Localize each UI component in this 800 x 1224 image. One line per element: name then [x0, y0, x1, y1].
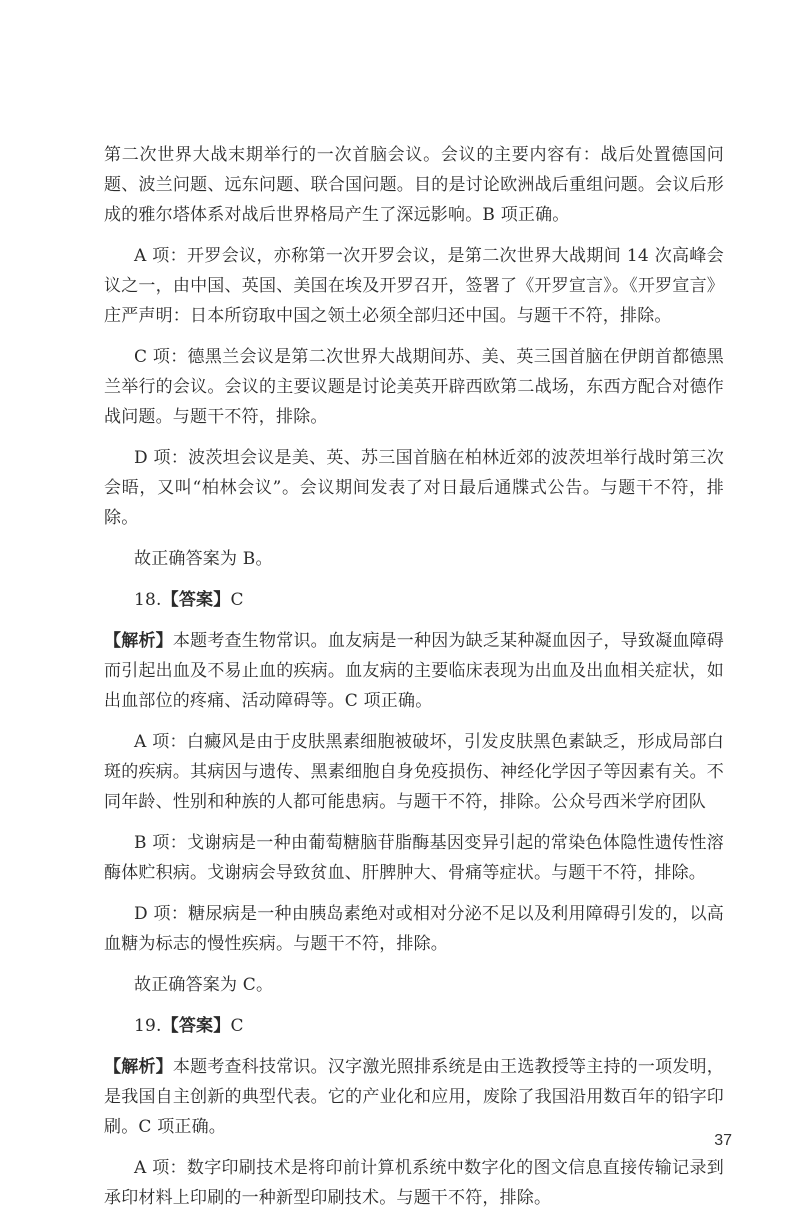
- q19-answer-line: [104, 1011, 724, 1041]
- q19-option-a: A 项：数字印刷技术是将印前计算机系统中数字化的图文信息直接传输记录到承印材料上印刷的一种新型印刷技术。与题干不符，排除。: [104, 1158, 724, 1208]
- page-number: 37: [714, 1132, 732, 1149]
- q18-analysis-label: 【解析】: [104, 631, 173, 651]
- q18-answer-value: C: [230, 590, 244, 610]
- q19-analysis-text: 本题考查科技常识。汉字激光照排系统是由王选教授等主持的一项发明，是我国自主创新的典型代表。它的产业化和应用，废除了我国沿用数百年的铅字印刷。C 项正确。: [104, 1057, 724, 1137]
- q19-number: 19.: [134, 1016, 162, 1036]
- q19-analysis: [104, 1052, 724, 1142]
- q18-option-d: D 项：糖尿病是一种由胰岛素绝对或相对分泌不足以及利用障碍引发的，以高血糖为标志的慢性疾病。与题干不符，排除。: [104, 904, 724, 954]
- q19-analysis-label: 【解析】: [104, 1057, 173, 1077]
- paragraph-q17-context: 第二次世界大战末期举行的一次首脑会议。会议的主要内容有：战后处置德国问题、波兰问题、远东问题、联合国问题。目的是讨论欧洲战后重组问题。会议后形成的雅尔塔体系对战后世界格局产生了深远影响。B 项正确。: [104, 145, 724, 225]
- q18-analysis-text: 本题考查生物常识。血友病是一种因为缺乏某种凝血因子，导致凝血障碍而引起出血及不易止血的疾病。血友病的主要临床表现为出血及出血相关症状，如出血部位的疼痛、活动障碍等。C 项正确。: [104, 631, 724, 711]
- q18-option-a: A 项：白癜风是由于皮肤黑素细胞被破坏，引发皮肤黑色素缺乏，形成局部白斑的疾病。其病因与遗传、黑素细胞自身免疫损伤、神经化学因子等因素有关。不同年龄、性别和种族的人都可能患病。与题干不符，排除。公众号西米学府团队: [104, 732, 724, 812]
- paragraph-q17-conclusion: 故正确答案为 B。: [134, 549, 273, 569]
- paragraph-q17-option-d: D 项：波茨坦会议是美、英、苏三国首脑在柏林近郊的波茨坦举行战时第三次会晤，又叫“柏林会议”。会议期间发表了对日最后通牒式公告。与题干不符，排除。: [104, 448, 724, 528]
- q19-answer-value: C: [230, 1016, 244, 1036]
- q18-number: 18.: [134, 590, 162, 610]
- q18-answer-label: 【答案】: [161, 590, 231, 610]
- q18-answer-line: [104, 585, 724, 615]
- q19-answer-label: 【答案】: [161, 1016, 231, 1036]
- page-content: [104, 140, 724, 1224]
- q18-option-b: B 项：戈谢病是一种由葡萄糖脑苷脂酶基因变异引起的常染色体隐性遗传性溶酶体贮积病。戈谢病会导致贫血、肝脾肿大、骨痛等症状。与题干不符，排除。: [104, 833, 724, 883]
- paragraph-q17-option-c: C 项：德黑兰会议是第二次世界大战期间苏、美、英三国首脑在伊朗首都德黑兰举行的会议。会议的主要议题是讨论美英开辟西欧第二战场，东西方配合对德作战问题。与题干不符，排除。: [104, 347, 724, 427]
- paragraph-q17-option-a: A 项：开罗会议，亦称第一次开罗会议，是第二次世界大战期间 14 次高峰会议之一，由中国、英国、美国在埃及开罗召开，签署了《开罗宣言》。《开罗宣言》庄严声明：日本所窃取中国之领土必须全部归还中国。与题干不符，排除。: [104, 246, 724, 326]
- q18-conclusion: 故正确答案为 C。: [134, 975, 274, 995]
- q18-analysis: [104, 626, 724, 716]
